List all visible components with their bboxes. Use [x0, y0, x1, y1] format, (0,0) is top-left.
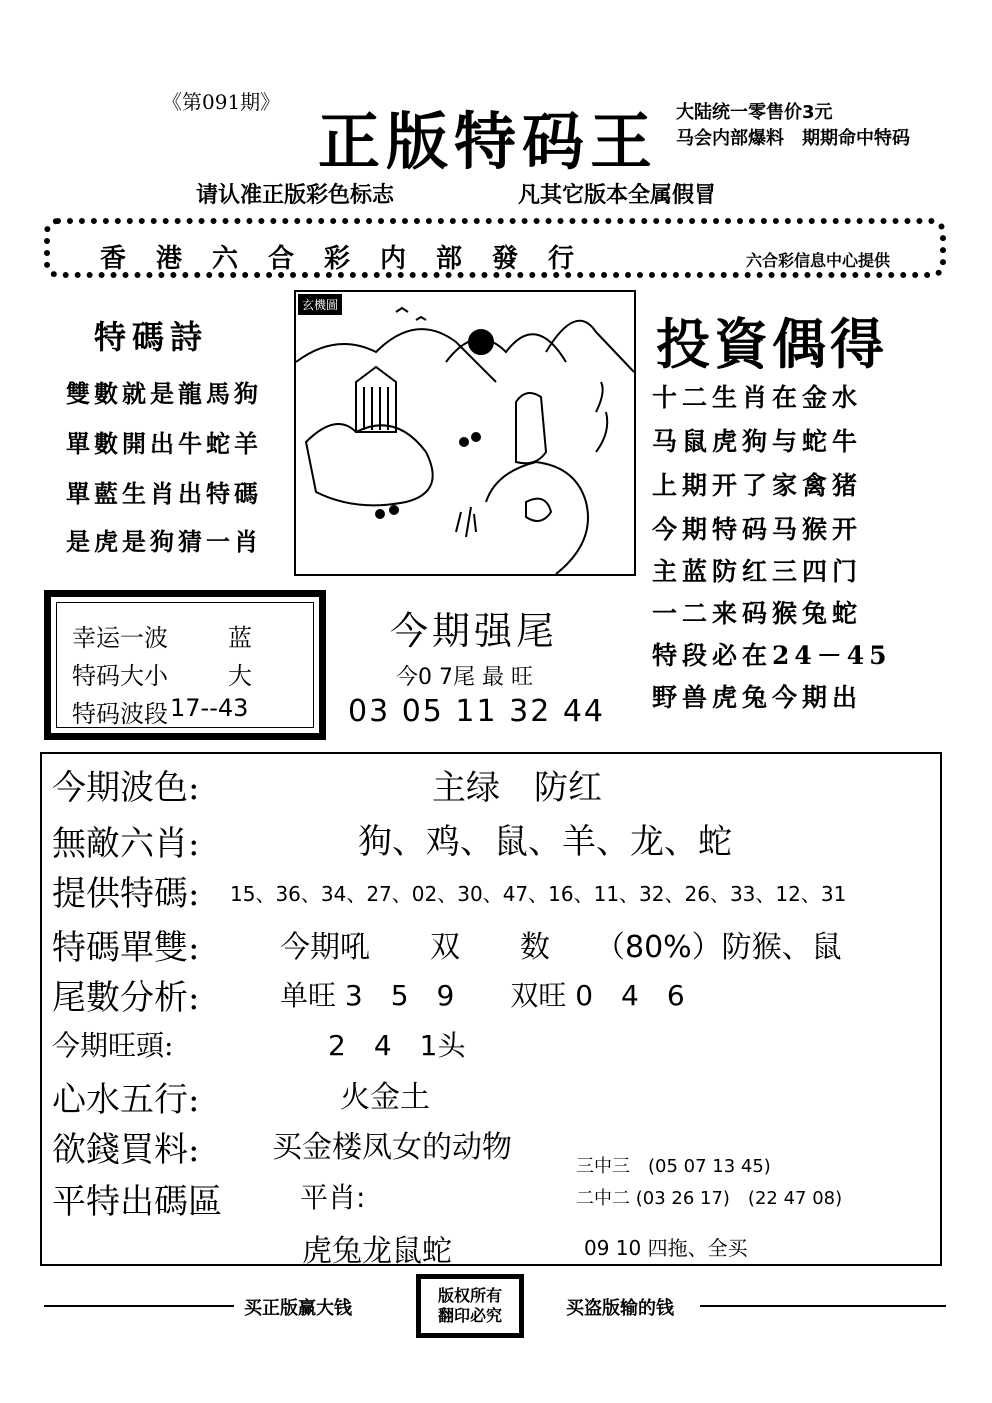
- buy-value: 买金楼凤女的动物: [272, 1130, 512, 1165]
- invest-line: 主蓝防红三四门: [652, 557, 863, 586]
- tail-label: 尾數分析:: [52, 978, 200, 1018]
- footer-rule-left: [44, 1305, 234, 1307]
- buy-label: 欲錢買料:: [52, 1130, 200, 1170]
- notice-right: 凡其它版本全属假冒: [518, 183, 717, 208]
- invest-line: 野兽虎兔今期出: [652, 683, 863, 712]
- size-value: 大: [228, 662, 252, 690]
- combo-line-2: 二中二 (03 26 17) (22 47 08): [576, 1188, 843, 1209]
- price-info: [676, 100, 910, 152]
- invest-line: 今期特码马猴开: [652, 515, 863, 544]
- combo-line-1: 三中三 (05 07 13 45): [576, 1156, 771, 1177]
- banner-small-text: 六合彩信息中心提供: [746, 251, 891, 270]
- size-label: 特码大小: [72, 662, 168, 690]
- special-value: 15、36、34、27、02、30、47、16、11、32、26、33、12、31: [230, 882, 847, 906]
- six-value: 狗、鸡、鼠、羊、龙、蛇: [358, 822, 732, 862]
- poem-title: 特碼詩: [94, 318, 209, 356]
- poem-line: 單藍生肖出特碼: [66, 479, 262, 508]
- notice-left: 请认准正版彩色标志: [196, 183, 395, 208]
- special-label: 提供特碼:: [52, 874, 200, 914]
- lucky-wave-value: 蓝: [228, 624, 252, 652]
- mystery-picture: [294, 290, 636, 576]
- oddeven-value: 今期吼 双 数 （80%）防猴、鼠: [280, 930, 842, 965]
- flat-label: 平特出碼區: [52, 1182, 222, 1222]
- five-value: 火金土: [340, 1080, 430, 1115]
- invest-line: 上期开了家禽猪: [652, 471, 863, 500]
- invest-title: 投資偶得: [656, 312, 888, 376]
- footer-right-text: 买盗版输的钱: [566, 1298, 674, 1319]
- head-label: 今期旺頭:: [52, 1029, 174, 1062]
- copyright-line-1: 版权所有: [437, 1286, 502, 1305]
- poem-line: 單數開出牛蛇羊: [66, 429, 262, 458]
- page-title: 正版特码王: [318, 105, 659, 178]
- six-label: 無敵六肖:: [52, 824, 200, 864]
- poem-line: 是虎是狗猜一肖: [66, 527, 262, 556]
- flat-value: 虎兔龙鼠蛇: [302, 1234, 452, 1269]
- strong-tail-sub: 今0 7尾 最 旺: [396, 665, 533, 690]
- invest-line: 特段必在24－45: [652, 641, 892, 670]
- price-line-2: 马会内部爆料 期期命中特码: [676, 128, 910, 149]
- head-value: 2 4 1头: [328, 1029, 466, 1062]
- footer-left-text: 买正版赢大钱: [244, 1298, 352, 1319]
- color-label: 今期波色:: [52, 768, 200, 808]
- five-label: 心水五行:: [52, 1080, 200, 1120]
- price-line-1: 大陆统一零售价3元: [676, 102, 833, 123]
- oddeven-label: 特碼單雙:: [52, 928, 200, 968]
- combo-line-3: 09 10 四拖、全买: [584, 1236, 748, 1260]
- strong-tail-numbers: 03 05 11 32 44: [348, 694, 606, 729]
- copyright-text: [424, 1280, 516, 1332]
- landscape-illustration: [296, 292, 634, 574]
- range-value: 17--43: [170, 694, 249, 722]
- range-label: 特码波段: [72, 700, 168, 728]
- footer-rule-right: [700, 1305, 946, 1307]
- strong-tail-title: 今期强尾: [390, 609, 559, 653]
- invest-line: 一二来码猴兔蛇: [652, 599, 863, 628]
- poem-line: 雙數就是龍馬狗: [66, 379, 262, 408]
- invest-line: 马鼠虎狗与蛇牛: [652, 427, 863, 456]
- copyright-line-2: 翻印必究: [437, 1306, 502, 1325]
- issue-number: 《第091期》: [162, 90, 281, 114]
- color-value: 主绿 防红: [432, 768, 602, 808]
- flat-sub-label: 平肖:: [300, 1181, 366, 1214]
- picture-tag: 玄機圖: [298, 294, 342, 315]
- lucky-wave-label: 幸运一波: [72, 624, 168, 652]
- tail-value: 单旺 3 5 9 双旺 0 4 6: [280, 979, 685, 1012]
- banner-text: 香港六合彩内部發行: [100, 244, 605, 274]
- invest-line: 十二生肖在金水: [652, 383, 863, 412]
